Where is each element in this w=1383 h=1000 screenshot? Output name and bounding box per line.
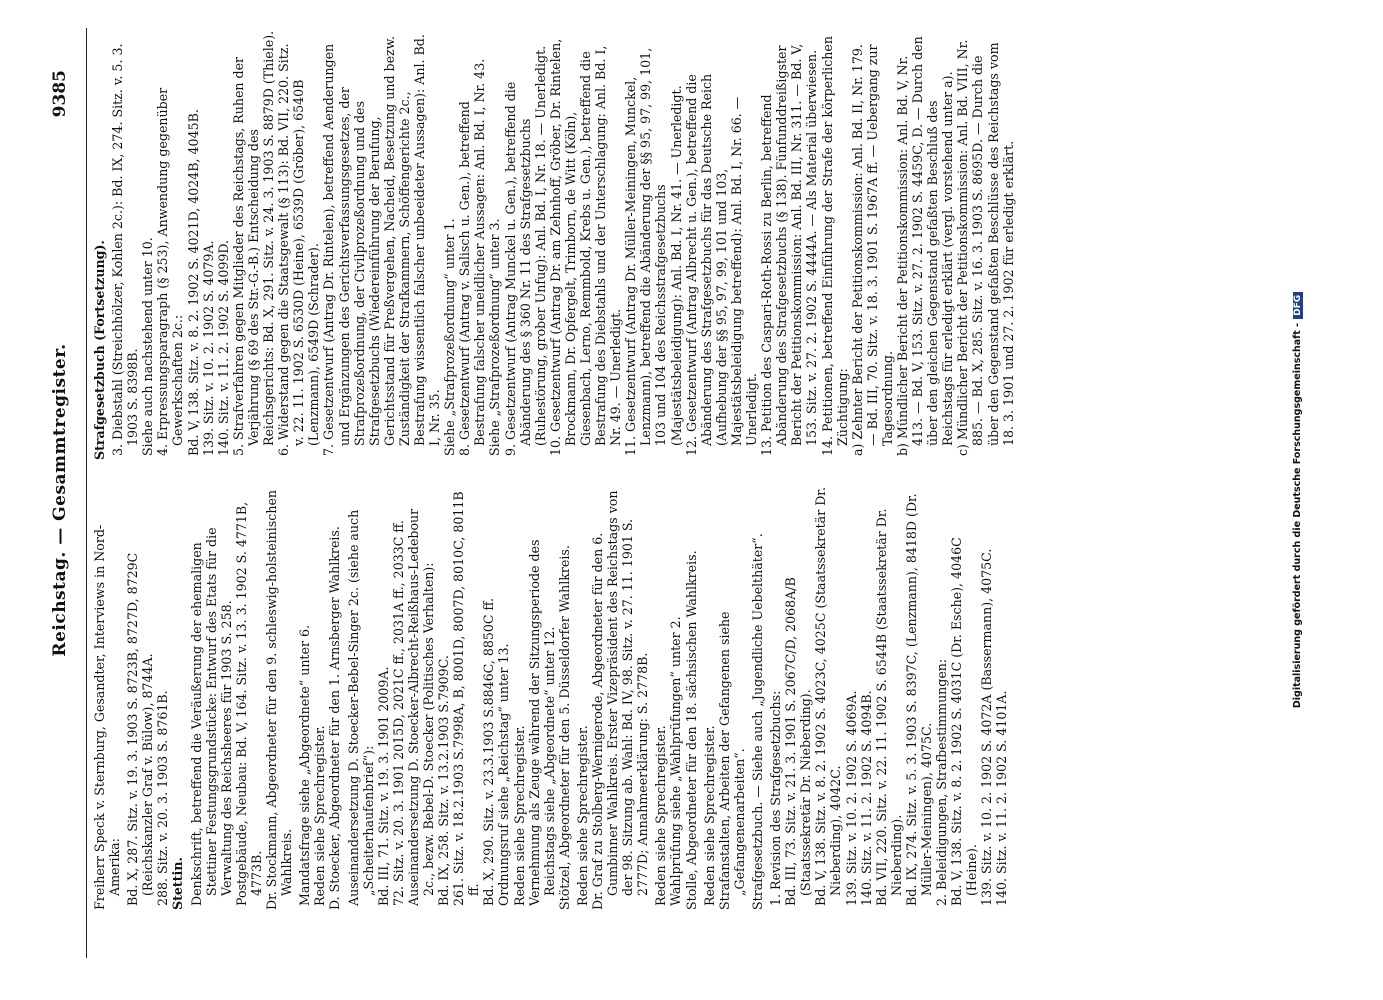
index-entry: Bd. III, 73. Sitz. v. 21. 3. 1901 S. 2067C/D, 2068A/B (Staatssekretär Dr. Nieberding). [783, 577, 814, 906]
index-heading: Stettin. [170, 857, 186, 910]
index-entry: 140. Sitz. v. 11. 2. 1902 S. 4094B. [858, 690, 874, 906]
index-entry: 9. Gesetzentwurf (Antrag Munckel u. Gen.), betreffend die Abänderung des § 360 Nr. 11 des Strafgesetzbuchs (Ruhestörung, grober Unfug): Anl. Bd. I, Nr. 18. — Unerledigt. [502, 45, 548, 456]
dfg-logo: DFG [1293, 292, 1303, 319]
page-title: Reichstag. — Gesammtregister. [50, 343, 70, 657]
index-entry: Wahlprüfung siehe „Wahlprüfungen“ unter 2. [668, 616, 684, 906]
index-entry: Bd. V, 138. Sitz. v. 8. 2. 1902 S. 4031C (Dr. Esche), 4046C (Heine). [949, 537, 980, 906]
index-entry: Auseinandersetzung D. Stoecker-Albrecht-Reißhaus-Ledebour 2c., bezw. Bebel-D. Stoecker (Politisches Verhalten): [405, 508, 436, 906]
index-entry: 5. Strafverfahren gegen Mitglieder des Reichstags, Ruhen der Verjährung (§ 69 des Str.-G.-B.) Entscheidung des Reichsgerichts: Bd. X, 291. Sitz. v. 24. 3. 1903 S. 8879D (Thiele). [230, 30, 277, 456]
index-entry: 140. Sitz. v. 11. 2. 1902 S. 4101A. [994, 690, 1010, 906]
index-entry: D. Stoecker, Abgeordneter für den 1. Arnsberger Wahlkreis. [327, 526, 343, 910]
index-entry: Freiherr Speck v. Sternburg, Gesandter, Interviews in Nord-Amerika: [92, 524, 123, 910]
index-entry: Siehe „Strafprozeßordnung“ unter 1. [442, 218, 458, 456]
index-entry: Reden siehe Sprechregister. [701, 725, 717, 906]
index-entry: 12. Gesetzentwurf (Antrag Albrecht u. Gen.), betreffend die Abänderung des Strafgesetzbuchs für das Deutsche Reich (Aufhebung der §§ 95, 97, 99, 101 und 103, Majestätsbeleidigung betreffend): Anl. Bd. I, Nr. 66. — Unerledigt. [683, 73, 760, 456]
index-entry: Reden siehe Sprechregister. [653, 725, 669, 906]
index-entry: Reden siehe Sprechregister. [574, 725, 590, 906]
index-entry: 72. Sitz. v. 20. 3. 1901 2015D, 2021C ff., 2031A ff., 2033C ff. [390, 520, 406, 906]
index-entry: Reden siehe Sprechregister. [511, 725, 527, 906]
index-entry: b) Mündlicher Bericht der Petitionskommission: Anl. Bd. V, Nr. 413. — Bd. V, 153. Sitz. v. 27. 2. 1902 S. 4459C, D. — Durch den über den gleichen Gegenstand gefaßten Beschluß des Reichstags für erledigt erklärt (vergl. vorstehend unter a). [894, 36, 956, 456]
header-rule [86, 28, 87, 958]
index-entry: Dr. Stockmann, Abgeordneter für den 9. schleswig-holsteinischen Wahlkreis. [264, 489, 295, 910]
index-entry: 10. Gesetzentwurf (Antrag Dr. am Zehnhoff, Gröber, Dr. Rintelen, Brockmann, Dr. Opfergelt, Trimborn, de Witt (Köln), Giesenbach, Lerno, Remmbold, Krebs u. Gen.), betreffend die Bestrafung des Diebstahls und der Unterschlagung: Anl. Bd. I, Nr. 49. — Unerledigt. [547, 38, 624, 456]
index-entry: Siehe „Strafprozeßordnung“ unter 3. [487, 218, 503, 456]
index-entry: 2. Beleidigungen, Strafbestimmungen: [934, 658, 950, 906]
index-entry: Ordnungsruf siehe „Reichstag“ unter 13. [496, 643, 512, 906]
index-entry: Auseinandersetzung D. Stoecker-Bebel-Singer 2c. (siehe auch „Scheiterhaufenbrief“): [345, 509, 376, 906]
index-entry: 8. Gesetzentwurf (Antrag v. Salisch u. Gen.), betreffend Bestrafung falscher uneidlicher Aussagen: Anl. Bd. I, Nr. 43. [457, 58, 488, 456]
right-column [92, 30, 1372, 460]
index-entry: c) Mündlicher Bericht der Petitionskommission: Anl. Bd. VIII, Nr. 885. — Bd. X, 285. Sitz. v. 16. 3. 1903 S. 8695D. — Durch die über den Gegenstand gefaßten Beschlüsse des Reichstags vom 18. 3. 1901 und 27. 2. 1902 für erledigt erklärt. [955, 39, 1016, 456]
index-entry: 6. Widerstand gegen die Staatsgewalt (§ 113): Bd. VII, 220. Sitz. v. 22. 11. 1902 S. 6530D (Heine), 6539D (Gröber), 6540B (Lenzmann), 6549D (Schrader). [276, 43, 322, 456]
index-entry: 139. Sitz. v. 10. 2. 1902 S. 4079A. [200, 240, 216, 456]
index-entry: Stolle, Abgeordneter für den 18. sächsischen Wahlkreis. [683, 550, 699, 910]
index-entry: 288. Sitz. v. 20. 3. 1903 S. 8761B. [155, 690, 171, 906]
index-entry: 140. Sitz. v. 11. 2. 1902 S. 4099D. [215, 239, 231, 456]
index-entry: Bd. III, 71. Sitz. v. 19. 3. 1901 2009A. [375, 666, 391, 906]
index-entry: 261. Sitz. v. 18.2.1903 S.7998A, B, 8001D, 8007D, 8010C, 8011B ff. [451, 491, 482, 906]
index-entry: 7. Gesetzentwurf (Antrag Dr. Rintelen), betreffend Aenderungen und Ergänzungen des Gerichtsverfassungsgesetzes, der Strafprozeßordnung, der Civilprozeßordnung und des Strafgesetzbuchs (Wiedereinführung der Berufung, Gerichtsstand für Preßvergehen, Nacheid, Besetzung und bezw. Zuständigkeit der Strafkammern, Schöffengerichte 2c., Bestrafung wissentlich falscher unbeeideter Aussagen): Anl. Bd. I, Nr. 35. [321, 34, 443, 456]
index-entry: Bd. X, 287. Sitz. v. 19. 3. 1903 S. 8723B, 8727D, 8729C (Reichskanzler Graf v. Bülow), 8744A. [125, 552, 156, 906]
index-entry: Postgebäude, Neubau: Bd. V, 164. Sitz. v. 13. 3. 1902 S. 4771B, 4773B. [233, 501, 264, 906]
index-entry: Reden siehe Sprechregister. [312, 725, 328, 906]
index-entry: Strafanstalten, Arbeiten der Gefangenen siehe „Gefangenenarbeiten“. [716, 611, 747, 910]
index-entry: 11. Gesetzentwurf (Antrag Dr. Müller-Meiningen, Munckel, Lenzmann), betreffend die Abänderung der §§ 95, 97, 99, 101, 103 und 104 des Reichsstrafgesetzbuchs (Majestätsbeleidigung): Anl. Bd. I, Nr. 41. — Unerledigt. [623, 47, 684, 456]
index-entry: Denkschrift, betreffend die Veräußerung der ehemaligen Stettiner Festungsgrundstücke: Entwurf des Etats für die Verwaltung des Reichsheeres für 1903 S. 258. [188, 527, 234, 906]
footer-text: Digitalisierung gefördert durch die Deutsche Forschungsgemeinschaft - [1292, 322, 1303, 709]
index-entry: 4. Erpressungsparagraph (§ 253), Anwendung gegenüber Gewerkschaften 2c.: [155, 87, 186, 456]
index-heading: Strafgesetzbuch (Fortsetzung). [92, 240, 107, 460]
index-entry: a) Zehnter Bericht der Petitionskommission: Anl. Bd. II, Nr. 179. — Bd. III, 70. Sitz. v. 18. 3. 1901 S. 1967A ff. — Uebergang zur Tagesordnung. [849, 44, 895, 456]
index-entry: Bd. IX, 274. Sitz. v. 5. 3. 1903 S. 8397C, (Lenzmann), 8418D (Dr. Müller-Meiningen), 4075C. [903, 493, 934, 906]
index-entry: 139. Sitz. v. 10. 2. 1902 S. 4069A. [843, 690, 859, 906]
index-entry: Bd. IX, 258. Sitz. v. 13.2.1903 S.7909C. [436, 655, 452, 906]
index-entry: 13. Petition des Caspari-Roth-Rossi zu Berlin, betreffend Abänderung des Strafgesetzbuchs (§ 138). Fünfunddreißigster Bericht der Petitionskommission: Anl. Bd. III, Nr. 311. — Bd. V, 153. Sitz. v. 27. 2. 1902 S. 4444A. — Als Material überwiesen. [759, 43, 820, 456]
index-entry: Siehe auch nachstehend unter 10. [140, 237, 156, 456]
page-number: 9385 [50, 70, 70, 118]
index-entry: Mandatsfrage siehe „Abgeordnete“ unter 6. [297, 625, 313, 906]
index-entry: Bd. VII, 220. Sitz. v. 22. 11. 1902 S. 6544B (Staatssekretär Dr. Nieberding). [873, 508, 904, 906]
index-entry: Vernehmung als Zeuge während der Sitzungsperiode des Reichstags siehe „Abgeordnete“ unter 12. [526, 539, 557, 906]
page-footer [1292, 0, 1303, 1000]
index-entry: 1. Revision des Strafgesetzbuchs: [768, 690, 784, 906]
index-entry: 139. Sitz. v. 10. 2. 1902 S. 4072A (Bassermann), 4075C. [979, 548, 995, 906]
index-entry: Stötzel, Abgeordneter für den 5. Düsseldorfer Wahlkreis. [556, 545, 572, 910]
index-entry: Bd. V, 138. Sitz. v. 8. 2. 1902 S. 4021D, 4024B, 4045B. [185, 109, 201, 456]
index-entry: 3. Diebstahl (Streichhölzer, Kohlen 2c.): Bd. IX, 274. Sitz. v. 5. 3. 1903 S. 8398B. [110, 43, 141, 456]
left-column [92, 485, 1372, 910]
index-entry: Bd. X, 290. Sitz. v. 23.3.1903 S.8846C, 8850C ff. [481, 597, 497, 906]
index-entry: Dr. Graf zu Stolberg-Wernigerode, Abgeordneter für den 6. Gumbinner Wahlkreis. Erster Vizepräsident des Reichstags von der 98. Sitzung ab. Wahl: Bd. IV, 98. Sitz. v. 27. 11. 1901 S. 2777D; Annahmeerklärung: S. 2778B. [590, 490, 651, 910]
index-entry: 14. Petitionen, betreffend Einführung der Strafe der körperlichen Züchtigung: [819, 36, 850, 456]
page-header [40, 0, 80, 1000]
index-entry: Bd. V, 138. Sitz. v. 8. 2. 1902 S. 4023C, 4025C (Staatssekretär Dr. Nieberding), 4042C. [813, 487, 844, 906]
index-entry: Strafgesetzbuch. — Siehe auch „Jugendliche Uebelthäter“. [749, 533, 765, 910]
